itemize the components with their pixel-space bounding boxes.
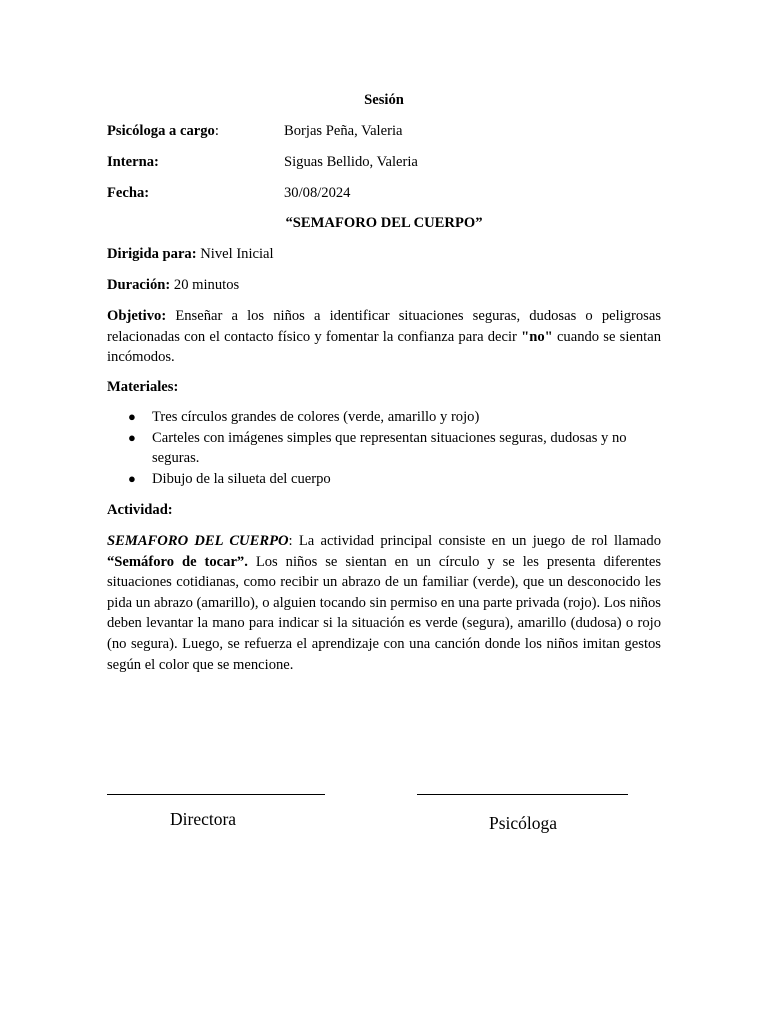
materiales-item-1: Tres círculos grandes de colores (verde, amarillo y rojo) bbox=[152, 409, 480, 425]
materiales-item-2: Carteles con imágenes simples que representan situaciones seguras, dudosas y no seguras. bbox=[152, 429, 627, 467]
actividad-text-1: La actividad principal consiste en un juego de rol llamado bbox=[292, 533, 661, 549]
actividad-text-2: Los niños se sientan en un círculo y se les presenta diferentes situaciones cotidianas, como recibir un abrazo de un familiar (verde), que un desconocido les pida un abrazo (amarillo), o alguien tocando sin permiso en una parte privada (rojo). Los niños deben levantar la mano para indicar si la situación es verde (segura), amarillo (dudosa) o rojo (no segura). Luego, se refuerza el aprendizaje con una canción donde los niños imitan gestos según el color que se mencione. bbox=[107, 553, 661, 673]
duracion-label: Duración: bbox=[107, 277, 171, 293]
list-item bbox=[107, 407, 661, 428]
list-item bbox=[107, 469, 661, 490]
actividad-label: Actividad: bbox=[107, 502, 173, 518]
materiales-label: Materiales: bbox=[107, 379, 179, 395]
list-item bbox=[107, 428, 661, 469]
signature-line-psicologa bbox=[417, 794, 628, 795]
signature-line-directora bbox=[107, 794, 325, 795]
dirigida-label: Dirigida para: bbox=[107, 246, 197, 262]
objetivo-paragraph bbox=[107, 306, 661, 368]
bullet-icon: ● bbox=[128, 470, 136, 486]
objetivo-emphasis: "no" bbox=[521, 328, 553, 345]
bullet-icon: ● bbox=[128, 409, 136, 424]
field-fecha bbox=[107, 183, 661, 204]
field-label-fecha: Fecha: bbox=[107, 185, 150, 201]
actividad-name: SEMAFORO DEL CUERPO bbox=[107, 533, 289, 549]
actividad-colon: : bbox=[288, 533, 293, 549]
actividad-paragraph bbox=[107, 531, 661, 675]
session-title: Sesión bbox=[364, 92, 404, 108]
field-label-separator: : bbox=[214, 123, 219, 139]
objetivo-text-after: cuando se sientan incómodos. bbox=[107, 328, 661, 366]
dirigida-value: Nivel Inicial bbox=[196, 246, 274, 262]
signature-label-directora: Directora bbox=[170, 809, 237, 829]
dirigida-para bbox=[107, 244, 274, 265]
activity-title: “SEMAFORO DEL CUERPO” bbox=[285, 215, 483, 231]
objetivo-label: Objetivo: bbox=[107, 308, 167, 324]
actividad-game-name: “Semáforo de tocar”. bbox=[107, 553, 248, 570]
field-value-interna: Siguas Bellido, Valeria bbox=[284, 154, 418, 170]
field-value-fecha: 30/08/2024 bbox=[284, 185, 351, 201]
objetivo-text-before: Enseñar a los niños a identificar situaciones seguras, dudosas o peligrosas relacionadas con el contacto físico y fomentar la confianza para decir bbox=[107, 308, 661, 345]
field-value-psicologa: Borjas Peña, Valeria bbox=[284, 123, 403, 139]
duracion-value: 20 minutos bbox=[170, 277, 240, 293]
duracion bbox=[107, 275, 239, 296]
materiales-list bbox=[107, 407, 661, 489]
field-psicologa bbox=[107, 121, 661, 142]
field-label-psicologa: Psicóloga a cargo bbox=[107, 123, 215, 139]
materiales-item-3: Dibujo de la silueta del cuerpo bbox=[152, 470, 331, 487]
signature-label-psicologa: Psicóloga bbox=[489, 813, 558, 833]
bullet-icon: ● bbox=[128, 429, 136, 445]
field-label-interna: Interna: bbox=[107, 154, 159, 170]
field-interna bbox=[107, 152, 661, 173]
